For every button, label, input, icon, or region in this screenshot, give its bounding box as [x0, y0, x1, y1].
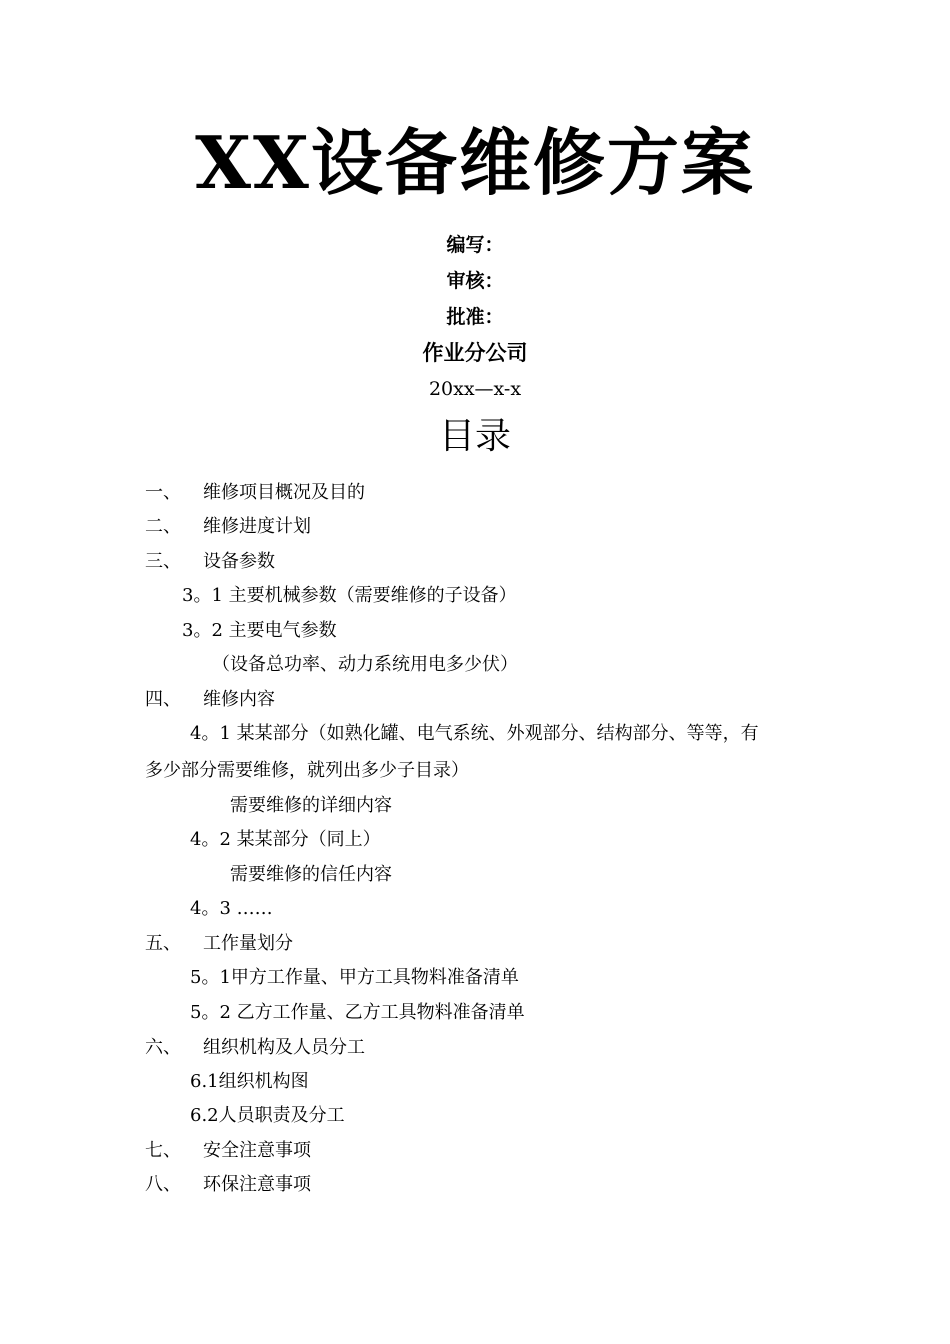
toc-subitem: 6.1组织机构图 [190, 1071, 309, 1092]
toc-item [145, 514, 311, 540]
toc-item-number: 八、 [145, 1174, 181, 1195]
toc-item-number: 三、 [145, 551, 181, 572]
toc-subitem: 3。2 主要电气参数 [182, 620, 337, 641]
toc-item-text: 组织机构及人员分工 [203, 1037, 365, 1058]
toc-item [145, 931, 293, 957]
toc-item-number: 六、 [145, 1037, 181, 1058]
toc-item [145, 687, 275, 713]
toc-item-text: 环保注意事项 [203, 1174, 311, 1195]
toc-note: 需要维修的详细内容 [230, 795, 392, 816]
company-name: 作业分公司 [422, 340, 528, 365]
toc-item [145, 1138, 311, 1164]
toc-item [145, 480, 365, 506]
toc-item-text: 维修进度计划 [203, 516, 311, 537]
toc-item-text: 维修内容 [203, 689, 275, 710]
toc-subitem: 5。1甲方工作量、甲方工具物料准备清单 [190, 967, 519, 988]
toc-item-number: 五、 [145, 933, 181, 954]
toc-item-number: 二、 [145, 516, 181, 537]
toc-item [145, 549, 275, 575]
author-label: 编写： [446, 234, 504, 256]
toc-item-text: 设备参数 [203, 551, 275, 572]
document-date: 20xx—x-x [428, 378, 522, 400]
toc-heading: 目录 [438, 416, 511, 457]
toc-subitem: 3。1 主要机械参数（需要维修的子设备） [182, 585, 517, 606]
toc-subitem: 4。1 某某部分（如熟化罐、电气系统、外观部分、结构部分、等等，有 [190, 723, 759, 744]
toc-subitem: 5。2 乙方工作量、乙方工具物料准备清单 [190, 1002, 525, 1023]
toc-item [145, 1172, 311, 1198]
toc-item-number: 七、 [145, 1140, 181, 1161]
document-title: XX设备维修方案 [195, 120, 755, 205]
toc-subitem: 6.2人员职责及分工 [190, 1105, 345, 1126]
review-label: 审核： [446, 270, 504, 292]
toc-item-text: 工作量划分 [203, 933, 293, 954]
toc-item-text: 安全注意事项 [203, 1140, 311, 1161]
toc-item-text: 维修项目概况及目的 [203, 482, 365, 503]
approve-label: 批准： [446, 306, 504, 328]
toc-subitem-continued: 多少部分需要维修，就列出多少子目录） [145, 760, 469, 781]
toc-note: 需要维修的信任内容 [230, 864, 392, 885]
toc-item-number: 一、 [145, 482, 181, 503]
toc-subitem: 4。3 …… [190, 898, 273, 919]
toc-item [145, 1035, 365, 1061]
toc-subitem: 4。2 某某部分（同上） [190, 829, 381, 850]
toc-item-number: 四、 [145, 689, 181, 710]
toc-note: （设备总功率、动力系统用电多少伏） [212, 654, 518, 675]
